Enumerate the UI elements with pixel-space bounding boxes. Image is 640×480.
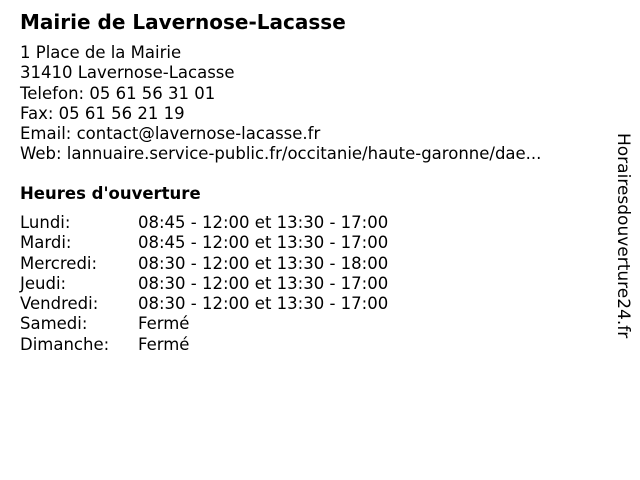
day-label: Lundi: bbox=[20, 213, 71, 232]
hours-row-tuesday bbox=[20, 233, 388, 253]
hours-row-wednesday bbox=[20, 254, 388, 274]
hours-row-monday bbox=[20, 213, 388, 233]
day-label: Mardi: bbox=[20, 233, 72, 253]
day-label: Dimanche: bbox=[20, 334, 110, 354]
fax-line: Fax: 05 61 56 21 19 bbox=[20, 103, 185, 123]
email-line: Email: contact@lavernose-lacasse.fr bbox=[20, 124, 321, 144]
page-title: Mairie de Lavernose-Lacasse bbox=[20, 10, 346, 34]
hours-row-friday bbox=[20, 294, 388, 314]
day-hours: 08:30 - 12:00 et 13:30 - 17:00 bbox=[138, 294, 389, 314]
day-hours: 08:30 - 12:00 et 13:30 - 18:00 bbox=[138, 253, 389, 273]
web-line: Web: lannuaire.service-public.fr/occitanie/haute-garonne/dae... bbox=[20, 144, 542, 164]
day-hours: 08:45 - 12:00 et 13:30 - 17:00 bbox=[138, 213, 389, 232]
day-label: Samedi: bbox=[20, 314, 88, 334]
address-line-1: 1 Place de la Mairie bbox=[20, 43, 182, 62]
day-hours: Fermé bbox=[138, 334, 190, 354]
hours-row-saturday bbox=[20, 314, 388, 334]
hours-row-thursday bbox=[20, 274, 388, 294]
day-hours: Fermé bbox=[138, 314, 190, 334]
address-line-2: 31410 Lavernose-Lacasse bbox=[20, 63, 235, 83]
day-label: Jeudi: bbox=[20, 273, 67, 293]
day-hours: 08:45 - 12:00 et 13:30 - 17:00 bbox=[138, 233, 389, 253]
opening-hours-table bbox=[20, 213, 388, 355]
hours-row-sunday bbox=[20, 335, 388, 355]
contact-info bbox=[20, 43, 541, 165]
phone-line: Telefon: 05 61 56 31 01 bbox=[20, 83, 216, 103]
watermark-text: Horairesdouverture24.fr bbox=[613, 133, 633, 339]
day-label: Vendredi: bbox=[20, 294, 99, 314]
day-label: Mercredi: bbox=[20, 253, 98, 273]
hours-heading: Heures d'ouverture bbox=[20, 184, 201, 203]
site-watermark bbox=[612, 133, 634, 373]
day-hours: 08:30 - 12:00 et 13:30 - 17:00 bbox=[138, 273, 389, 293]
